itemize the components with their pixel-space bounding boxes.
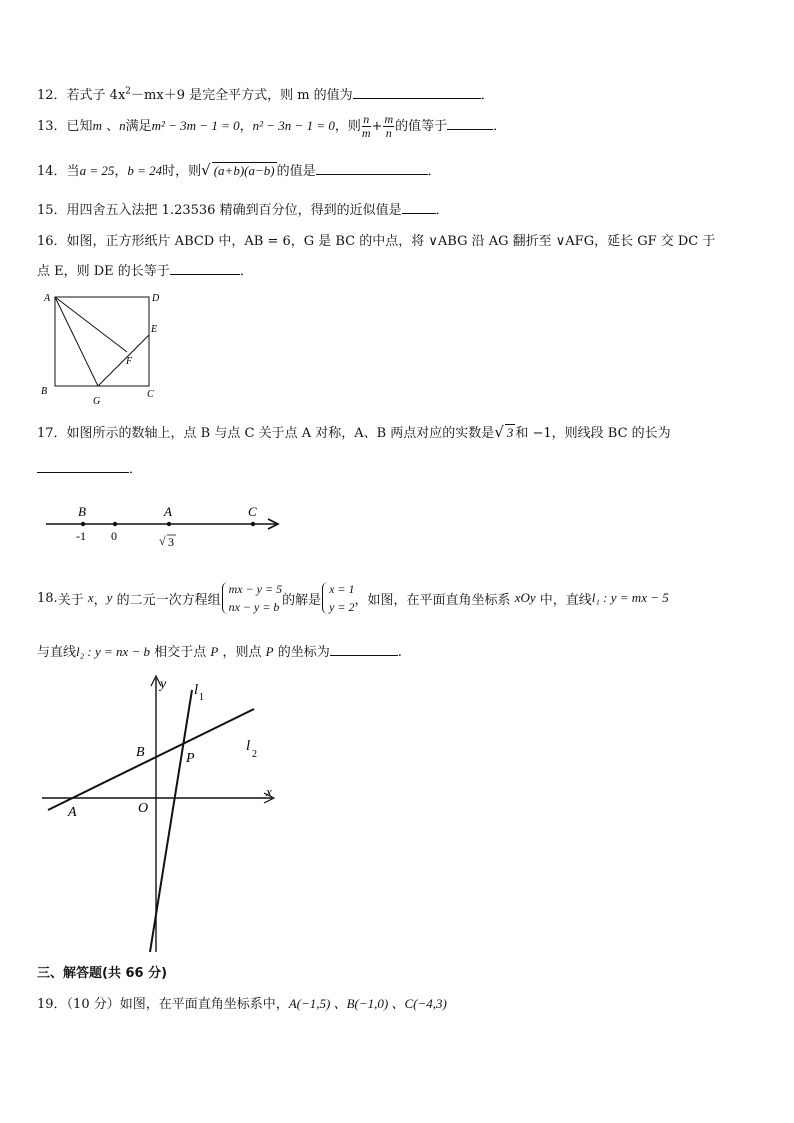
punctuation: ， [93, 592, 107, 608]
numerator: m [384, 112, 394, 126]
coordinate-plane-figure [38, 672, 288, 957]
answer-blank[interactable] [353, 86, 481, 99]
question-text: 点 E，则 DE 的长等于 [37, 264, 170, 279]
answer-blank[interactable] [447, 117, 493, 130]
exponent: 2 [125, 86, 132, 97]
equation: m² − 3m − 1 = 0 [151, 118, 240, 133]
denominator: m [361, 126, 371, 140]
question-12 [37, 84, 494, 103]
equation-system [221, 580, 283, 616]
label-a: A [44, 293, 51, 304]
question-18-cont [37, 641, 402, 660]
equation: l₁ : y = mx − 5 [591, 590, 669, 605]
math-var: P [265, 644, 274, 659]
question-16 [37, 230, 715, 249]
label-x: x [266, 784, 272, 799]
question-19 [37, 993, 447, 1012]
question-17 [37, 422, 671, 441]
equation: l₂ : y = nx − b [76, 644, 151, 659]
line-l2 [48, 709, 254, 810]
square-abcd [55, 297, 149, 386]
question-text: 与直线 [37, 645, 77, 660]
label-a: A [164, 504, 172, 519]
question-text: 相交于点 [154, 645, 207, 660]
equation: y = 2 [329, 600, 355, 614]
point-b [81, 522, 85, 526]
number-line-figure [40, 500, 290, 552]
math-var: P [210, 644, 219, 659]
numerator: n [363, 112, 370, 126]
label-l1-sub: 1 [199, 692, 204, 703]
question-text: 的值是 [276, 164, 316, 179]
punctuation: ， [239, 119, 253, 134]
question-text: 关于 [57, 592, 84, 608]
label-b: B [41, 386, 48, 397]
question-number: 17． [37, 426, 67, 441]
solution-system [321, 580, 354, 616]
question-text: 已知 [66, 119, 93, 134]
punctuation: ， [114, 164, 128, 179]
equation: a = 25 [79, 163, 115, 178]
question-number: 14． [37, 164, 67, 179]
punctuation: ． [480, 88, 494, 103]
question-number: 18. [37, 590, 58, 606]
label-l1: l [194, 682, 199, 698]
question-number: 19． [37, 997, 67, 1012]
tick-label-zero: 0 [111, 529, 117, 543]
question-14 [37, 160, 441, 179]
question-text: 的解是 [282, 592, 322, 608]
label-y: y [160, 677, 167, 692]
label-l2-sub: 2 [252, 749, 257, 760]
punctuation: ． [427, 164, 441, 179]
answer-blank[interactable] [37, 460, 129, 473]
question-number: 15． [37, 203, 67, 218]
math-var: xOy [514, 590, 536, 605]
section-heading: 三、解答题(共 66 分) [37, 966, 168, 981]
label-e: E [151, 324, 158, 335]
label-f: F [126, 356, 133, 367]
points-list: A(−1,5) 、B(−1,0) 、C(−4,3) [288, 996, 447, 1011]
label-p: P [186, 751, 195, 766]
question-text: 满足 [125, 119, 152, 134]
segment-ag [55, 297, 98, 386]
radicand: 3 [506, 425, 514, 440]
label-a: A [68, 805, 77, 820]
question-text: 如图所示的数轴上，点 B 与点 C 关于点 A 对称，A、B 两点对应的实数是 [66, 426, 495, 441]
label-b: B [136, 745, 145, 760]
math-var: y [106, 590, 113, 605]
question-18 [37, 578, 669, 618]
plus-sign: + [371, 119, 383, 134]
math-var: x [87, 590, 94, 605]
punctuation: ． [129, 462, 143, 477]
question-text: 中，直线 [539, 592, 592, 608]
point-zero [113, 522, 117, 526]
radicand: (a+b)(a−b) [213, 163, 275, 178]
tick-label-minus-one: -1 [76, 529, 86, 543]
answer-blank[interactable] [330, 643, 398, 656]
question-13 [37, 113, 506, 140]
question-17-cont [37, 458, 142, 477]
question-text: ，则点 [222, 645, 262, 660]
fraction [362, 113, 371, 140]
question-number: 12． [37, 88, 67, 103]
question-text: 若式子 4x [66, 88, 126, 103]
point-c [251, 522, 255, 526]
question-text: 的值等于 [395, 119, 448, 134]
sqrt-icon: √ [494, 423, 504, 441]
answer-blank[interactable] [170, 262, 240, 275]
label-g: G [93, 396, 101, 407]
equation: n² − 3n − 1 = 0 [252, 118, 335, 133]
label-d: D [152, 293, 160, 304]
sqrt-icon: √ [201, 161, 211, 179]
question-text: 当 [66, 164, 80, 179]
question-text: 用四舍五入法把 1.23536 精确到百分位，得到的近似值是 [66, 203, 402, 218]
equation: nx − y = b [228, 600, 280, 614]
point-a [167, 522, 171, 526]
punctuation: ． [435, 203, 449, 218]
question-text: 的二元一次方程组 [116, 592, 221, 608]
denominator: n [385, 126, 392, 140]
question-text: 的坐标为 [277, 645, 330, 660]
question-text: ，则 [334, 119, 361, 134]
question-number: 13． [37, 119, 67, 134]
question-text: －mx＋9 是完全平方式，则 m 的值为 [131, 88, 353, 103]
math-var: m [92, 118, 102, 133]
question-number: 16． [37, 234, 67, 249]
equation: b = 24 [127, 163, 163, 178]
question-text: （10 分）如图，在平面直角坐标系中， [66, 997, 289, 1012]
equation: mx − y = 5 [228, 582, 283, 596]
segment-af [55, 297, 127, 352]
label-c: C [147, 389, 154, 400]
label-c: C [248, 504, 257, 519]
question-16-cont [37, 260, 253, 279]
segment-ge [98, 335, 149, 386]
equation: x = 1 [329, 582, 355, 596]
label-l2: l [246, 738, 251, 754]
question-text: ，如图，在平面直角坐标系 [354, 592, 511, 608]
punctuation: 、 [101, 119, 120, 134]
question-text: 如图，正方形纸片 ABCD 中，AB = 6，G 是 BC 的中点，将 ∨ABG 沿 AG 翻折至 ∨AFG，延长 GF 交 DC 于 [66, 234, 716, 249]
label-o: O [138, 801, 149, 816]
answer-blank[interactable] [402, 201, 436, 214]
math-var: n [119, 118, 126, 133]
punctuation: ． [493, 119, 507, 134]
sqrt-icon: √ [159, 534, 166, 548]
fraction [383, 113, 394, 140]
label-b: B [78, 504, 86, 519]
punctuation: ． [239, 264, 253, 279]
question-15 [37, 199, 449, 218]
question-text: 时，则 [162, 164, 202, 179]
tick-label-sqrt3: 3 [168, 535, 174, 549]
punctuation: . [397, 645, 402, 660]
square-fold-figure [38, 288, 168, 408]
question-text: 和 −1，则线段 BC 的长为 [515, 426, 671, 441]
answer-blank[interactable] [316, 162, 428, 175]
